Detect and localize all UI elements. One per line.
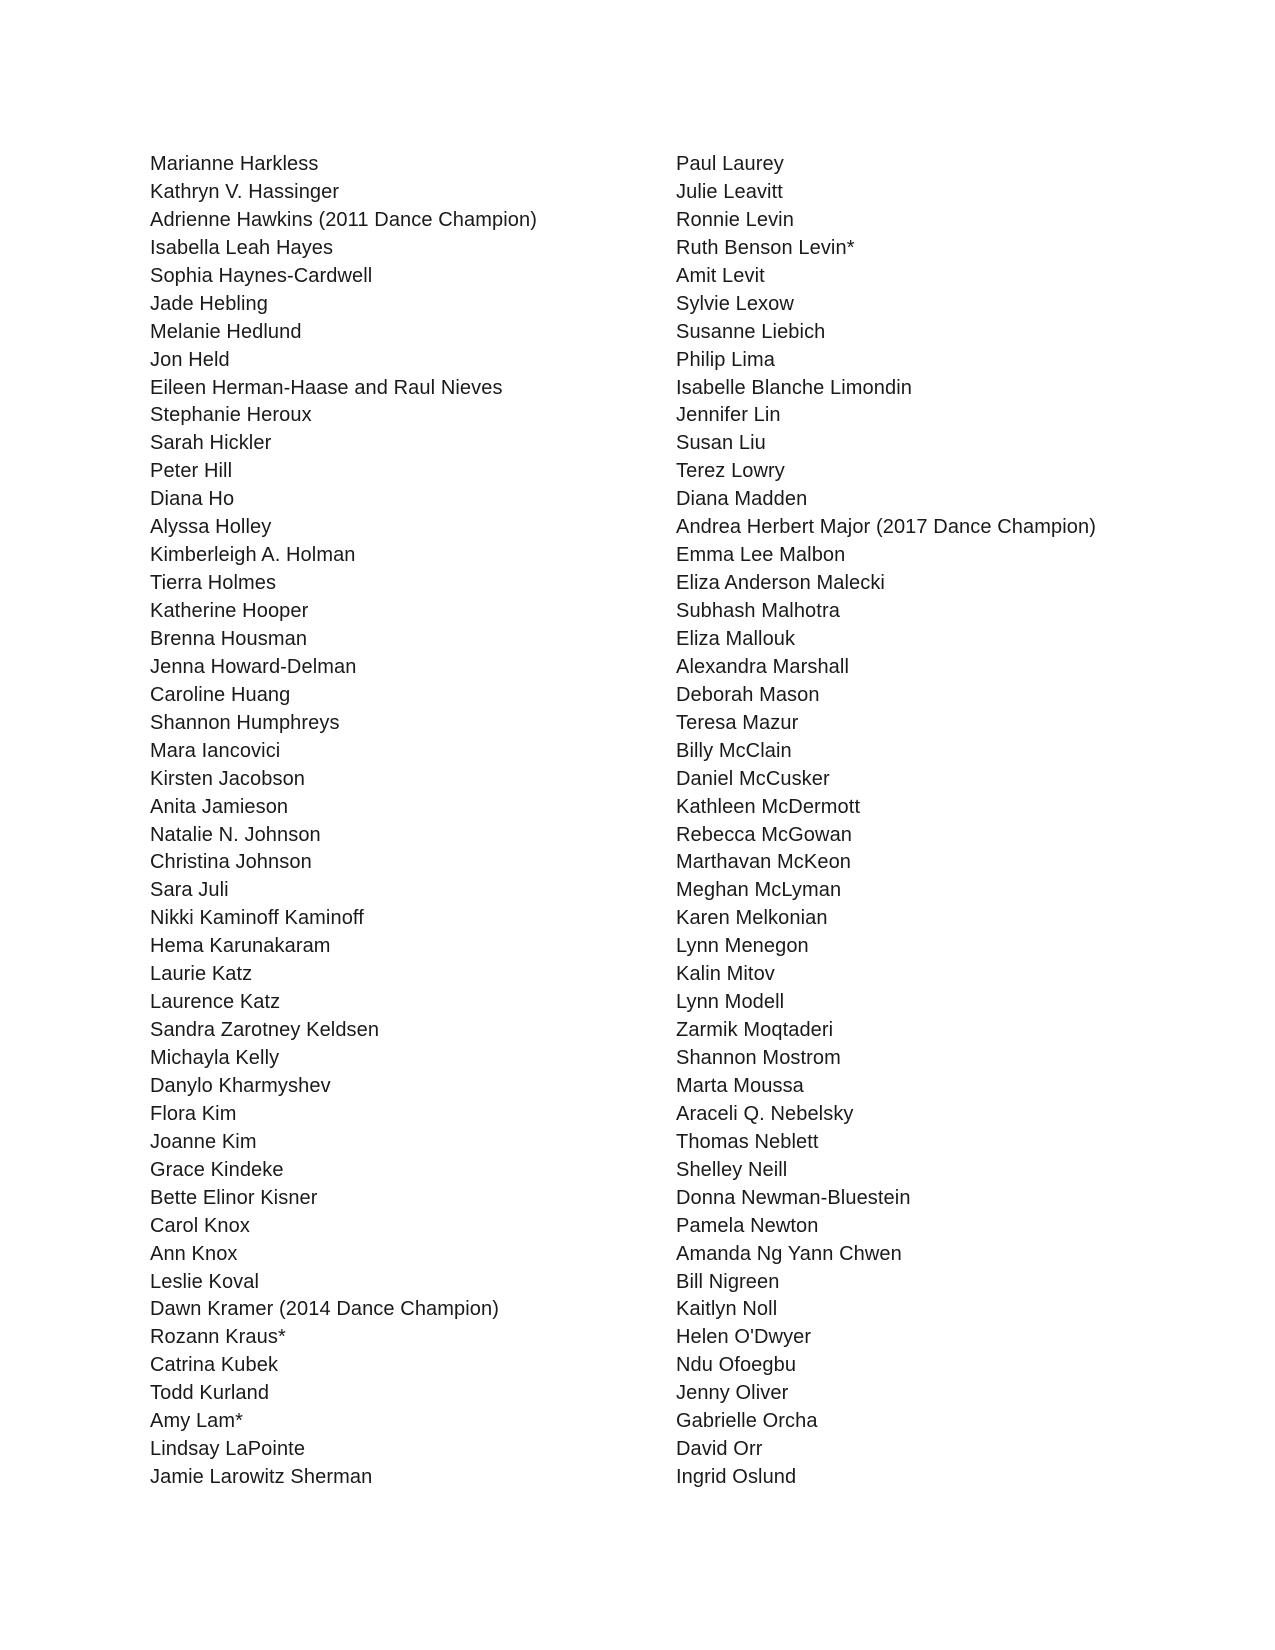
name-entry: Catrina Kubek	[150, 1354, 279, 1377]
name-entry: Brenna Housman	[150, 627, 308, 650]
name-entry: David Orr	[676, 1438, 763, 1461]
name-entry: Leslie Koval	[150, 1270, 260, 1293]
name-entry: Kalin Mitov	[676, 963, 775, 986]
name-entry: Adrienne Hawkins (2011 Dance Champion)	[150, 208, 537, 231]
name-entry: Eileen Herman-Haase and Raul Nieves	[150, 376, 503, 399]
name-entry: Jenny Oliver	[676, 1382, 789, 1405]
name-entry: Terez Lowry	[676, 460, 785, 483]
name-entry: Eliza Mallouk	[676, 627, 796, 650]
name-entry: Sylvie Lexow	[676, 292, 794, 315]
name-entry: Isabella Leah Hayes	[150, 236, 334, 259]
name-entry: Bill Nigreen	[676, 1270, 780, 1293]
name-entry: Deborah Mason	[676, 683, 820, 706]
name-entry: Billy McClain	[676, 739, 792, 762]
name-entry: Bette Elinor Kisner	[150, 1186, 318, 1209]
name-entry: Pamela Newton	[676, 1214, 819, 1237]
name-entry: Stephanie Heroux	[150, 404, 312, 427]
names-list-left	[150, 150, 650, 1491]
name-entry: Susanne Liebich	[676, 320, 826, 343]
name-entry: Caroline Huang	[150, 683, 291, 706]
name-entry: Jon Held	[150, 348, 230, 371]
name-entry: Mara Iancovici	[150, 739, 281, 762]
name-entry: Teresa Mazur	[676, 711, 799, 734]
name-entry: Daniel McCusker	[676, 767, 830, 790]
name-entry: Amy Lam*	[150, 1410, 244, 1433]
name-entry: Sandra Zarotney Keldsen	[150, 1019, 380, 1042]
name-entry: Katherine Hooper	[150, 600, 309, 622]
name-entry: Alyssa Holley	[150, 516, 272, 539]
name-entry: Susan Liu	[676, 432, 766, 455]
name-entry: Diana Ho	[150, 488, 235, 511]
name-entry: Jenna Howard-Delman	[150, 655, 357, 678]
name-entry: Jennifer Lin	[676, 404, 781, 427]
name-entry: Karen Melkonian	[676, 907, 828, 930]
name-entry: Dawn Kramer (2014 Dance Champion)	[150, 1298, 500, 1321]
name-entry: Ronnie Levin	[676, 208, 794, 231]
name-entry: Ruth Benson Levin*	[676, 236, 855, 259]
name-entry: Hema Karunakaram	[150, 935, 331, 958]
name-entry: Sophia Haynes-Cardwell	[150, 264, 373, 287]
name-entry: Grace Kindeke	[150, 1158, 284, 1181]
name-entry: Sara Juli	[150, 879, 229, 902]
name-entry: Meghan McLyman	[676, 879, 842, 902]
name-entry: Philip Lima	[676, 348, 775, 371]
name-entry: Shelley Neill	[676, 1158, 788, 1181]
name-entry: Lindsay LaPointe	[150, 1438, 306, 1461]
name-entry: Kathleen McDermott	[676, 795, 861, 818]
name-entry: Joanne Kim	[150, 1130, 257, 1153]
name-entry: Shannon Mostrom	[676, 1047, 841, 1069]
name-entry: Kaitlyn Noll	[676, 1298, 778, 1321]
name-entry: Ann Knox	[150, 1242, 238, 1265]
name-entry: Kirsten Jacobson	[150, 767, 306, 790]
name-entry: Laurie Katz	[150, 963, 253, 986]
names-list-right	[676, 150, 1236, 1491]
name-entry: Sarah Hickler	[150, 432, 272, 455]
name-entry: Ingrid Oslund	[676, 1466, 797, 1489]
name-entry: Alexandra Marshall	[676, 655, 849, 678]
name-entry: Isabelle Blanche Limondin	[676, 376, 912, 399]
name-entry: Peter Hill	[150, 460, 233, 483]
name-entry: Thomas Neblett	[676, 1130, 819, 1153]
name-entry: Kimberleigh A. Holman	[150, 544, 356, 567]
name-entry: Laurence Katz	[150, 991, 281, 1014]
name-entry: Anita Jamieson	[150, 795, 289, 818]
name-entry: Eliza Anderson Malecki	[676, 572, 885, 595]
name-entry: Nikki Kaminoff Kaminoff	[150, 907, 364, 930]
name-entry: Rozann Kraus*	[150, 1326, 286, 1349]
name-entry: Carol Knox	[150, 1214, 250, 1237]
name-entry: Todd Kurland	[150, 1382, 270, 1405]
name-entry: Flora Kim	[150, 1102, 237, 1125]
name-entry: Emma Lee Malbon	[676, 544, 846, 567]
name-entry: Subhash Malhotra	[676, 600, 840, 622]
name-entry: Christina Johnson	[150, 851, 312, 874]
name-entry: Jade Hebling	[150, 292, 268, 315]
name-entry: Amanda Ng Yann Chwen	[676, 1242, 902, 1265]
name-entry: Araceli Q. Nebelsky	[676, 1102, 854, 1125]
name-entry: Andrea Herbert Major (2017 Dance Champion)	[676, 516, 1096, 539]
name-entry: Marta Moussa	[676, 1074, 804, 1097]
name-entry: Lynn Menegon	[676, 935, 809, 958]
name-entry: Lynn Modell	[676, 991, 785, 1014]
name-entry: Paul Laurey	[676, 153, 784, 175]
name-entry: Ndu Ofoegbu	[676, 1354, 797, 1377]
name-entry: Donna Newman-Bluestein	[676, 1186, 911, 1209]
name-entry: Helen O'Dwyer	[676, 1326, 812, 1349]
name-entry: Julie Leavitt	[676, 180, 783, 203]
name-entry: Marthavan McKeon	[676, 851, 852, 874]
name-entry: Tierra Holmes	[150, 572, 277, 595]
name-entry: Diana Madden	[676, 488, 808, 511]
name-entry: Kathryn V. Hassinger	[150, 180, 340, 203]
name-entry: Zarmik Moqtaderi	[676, 1019, 834, 1042]
name-entry: Shannon Humphreys	[150, 711, 340, 734]
name-entry: Marianne Harkless	[150, 153, 319, 175]
name-entry: Melanie Hedlund	[150, 320, 302, 343]
name-entry: Amit Levit	[676, 264, 765, 287]
name-entry: Natalie N. Johnson	[150, 823, 321, 846]
name-entry: Danylo Kharmyshev	[150, 1074, 331, 1097]
name-entry: Rebecca McGowan	[676, 823, 853, 846]
name-entry: Michayla Kelly	[150, 1047, 280, 1069]
name-entry: Jamie Larowitz Sherman	[150, 1466, 373, 1489]
name-entry: Gabrielle Orcha	[676, 1410, 818, 1433]
